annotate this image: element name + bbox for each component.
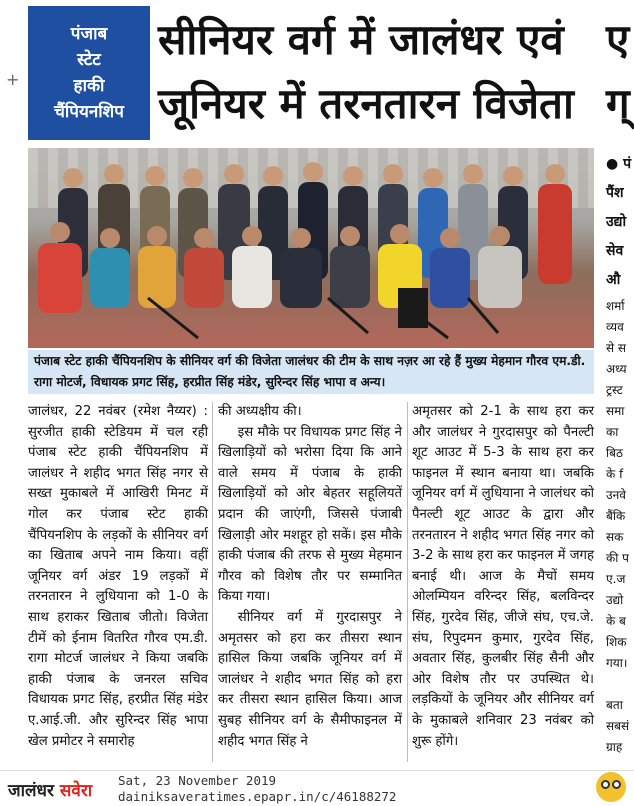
adjacent-line: समा	[606, 404, 625, 418]
owl-eye	[612, 780, 621, 789]
adjacent-line: शर्मा	[606, 299, 625, 313]
article-paragraph: अमृतसर को 2-1 के साथ हरा कर और जालंधर ने गुरदासपुर को पैनल्टी शूट आउट में 5-3 के साथ हरा कर फाइनल में स्थान बनाया था। जबकि जूनियर वर्ग में लुधियाना ने जालंधर को पैनल्टी शूट आउट के द्वारा और तरनतारन ने शहीद भगत सिंह नगर को 3-2 के साथ हरा कर फाइनल में जगह बनाई थी। आज के मैचों समय ओलम्पियन वरिन्दर सिंह, बलविन्दर सिंह, गुरदेव सिंह, जीजे संघ, एच.जे. संघ, रिपुदमन कुमार, गुरदेव सिंह, अवतार सिंह, कुलबीर सिंह सैनी और ओर विशेष तौर पर उपस्थित थे। लड़कियों के जूनियर और सीनियर वर्ग के मुकाबले शनिवार 23 नवंबर को शुरू होंगे।	[412, 404, 594, 749]
column-divider	[407, 402, 408, 762]
epaper-link[interactable]: dainiksaveratimes.epapr.in/c/46188272	[118, 789, 397, 804]
article-column-3	[412, 402, 594, 752]
adjacent-line: अध्य	[606, 362, 627, 376]
plus-icon[interactable]: +	[6, 70, 20, 89]
photo-caption: पंजाब स्टेट हाकी चैंपियनशिप के सीनियर वर्ग की विजेता जालंधर की टीम के साथ नज़र आ रहे हैं मुख्य मेहमान गौरव एम.डी. रागा मोटर्ज, विधायक प्रगट सिंह, हरप्रीत सिंह मंडेर, सुरिन्दर सिंह भापा व अन्य।	[28, 350, 594, 394]
adjacent-line: सक	[606, 530, 624, 544]
adjacent-line: सबसं	[606, 719, 630, 733]
owl-eye	[601, 780, 610, 789]
next-headline-line-2: ग्	[606, 79, 630, 128]
adjacent-line: के f	[606, 467, 624, 481]
kicker-line: स्टेट	[77, 50, 101, 70]
next-headline-line-1: ए	[606, 15, 630, 64]
adjacent-line: का	[606, 425, 619, 439]
headline-line-2: जूनियर में तरनतारन विजेता	[158, 79, 574, 128]
article-column-2	[218, 402, 402, 752]
adjacent-line: ग्राह	[606, 740, 623, 754]
logo-text-left: जालंधर	[8, 781, 54, 801]
article-paragraph: इस मौके पर विधायक प्रगट सिंह ने खिलाड़ियों को भरोसा दिया कि आने वाले समय में पंजाब के हाकी खिलाड़ियों को ओर बेहतर सहूलियतें प्रदान की जाएंगी, जिससे पंजाबी खिलाड़ी ओर मशहूर हो सकें। इस मौके हाकी पंजाब की तरफ से मुख्य मेहमान गौरव को विशेष तौर पर सम्मानित किया गया।	[218, 424, 402, 605]
adjacent-line: बैंकि	[606, 509, 626, 523]
section-kicker	[28, 6, 150, 140]
adjacent-line: के ब	[606, 614, 626, 628]
team-photo	[28, 148, 594, 348]
adjacent-line: ए.ज	[606, 572, 626, 586]
newspaper-logo[interactable]	[8, 778, 92, 801]
kicker-line: पंजाब	[70, 24, 108, 44]
adjacent-line: बिठ	[606, 446, 623, 460]
adjacent-article-text	[606, 296, 634, 758]
adjacent-line: पैंश	[606, 185, 624, 201]
article-paragraph: सीनियर वर्ग में गुरदासपुर ने अमृतसर को हरा कर तीसरा स्थान हासिल किया जबकि जूनियर वर्ग में जालंधर ने शहीद भगत सिंह को हरा कर तीसरा स्थान हासिल किया। आज सुबह सीनियर वर्ग के सैमीफाइनल में शहीद भगत सिंह ने	[218, 609, 402, 749]
adjacent-line: औ	[606, 272, 621, 288]
adjacent-line: ट्रस्ट	[606, 383, 623, 397]
logo-text-right: सवेरा	[59, 781, 93, 801]
team-photo-figures	[28, 148, 594, 348]
edition-date: Sat, 23 November 2019	[118, 773, 277, 788]
article-paragraph: की अध्यक्षीय की।	[218, 404, 302, 419]
kicker-line: हाकी	[73, 76, 105, 96]
adjacent-article-bold	[606, 150, 634, 295]
adjacent-line: उद्यो	[606, 214, 627, 230]
adjacent-line: उनवे	[606, 488, 626, 502]
adjacent-line: ● पं	[606, 156, 632, 172]
owl-icon[interactable]	[596, 772, 626, 802]
adjacent-line: गया।	[606, 656, 628, 670]
adjacent-line: व्यव	[606, 320, 624, 334]
column-divider	[212, 402, 213, 762]
kicker-line: चैंपियनशिप	[54, 102, 124, 122]
article-paragraph: जालंधर, 22 नवंबर (रमेश नैय्यर) : सुरजीत हाकी स्टेडियम में चल रही पंजाब स्टेट हाकी चैंपियनशिप में जालंधर ने शहीद भगत सिंह नगर से सख्त मुकाबले में आखिरी मिनट में गोल कर पंजाब स्टेट हाकी चैंपियनशिप के लड़कों के सीनियर वर्ग का खिताब अपने नाम किया। वहीं जूनियर वर्ग अंडर 19 लड़कों में तरनतारन ने लुधियाना को 1-0 के साथ हराकर खिताब जीतो। विजेता टीमें को ईनाम वितरित गौरव एम.डी. रागा मोटर्ज जालंधर ने किया जबकि हाकी पंजाब के जनरल सचिव विधायक प्रगट सिंह, हरप्रीत सिंह मंडेर ए.आई.जी. और सुरिन्दर सिंह भापा खेल प्रमोटर ने समारोह	[28, 404, 208, 749]
adjacent-line: बता	[606, 698, 623, 712]
adjacent-line: सेव	[606, 243, 624, 259]
adjacent-line: उद्यो	[606, 593, 624, 607]
adjacent-line	[606, 674, 634, 695]
footer-bar	[0, 770, 634, 806]
adjacent-line: से स	[606, 341, 627, 355]
headline-line-1: सीनियर वर्ग में जालंधर एवं	[158, 15, 564, 64]
article-column-1	[28, 402, 208, 752]
adjacent-line: की प	[606, 551, 629, 565]
adjacent-line: शिक	[606, 635, 627, 649]
